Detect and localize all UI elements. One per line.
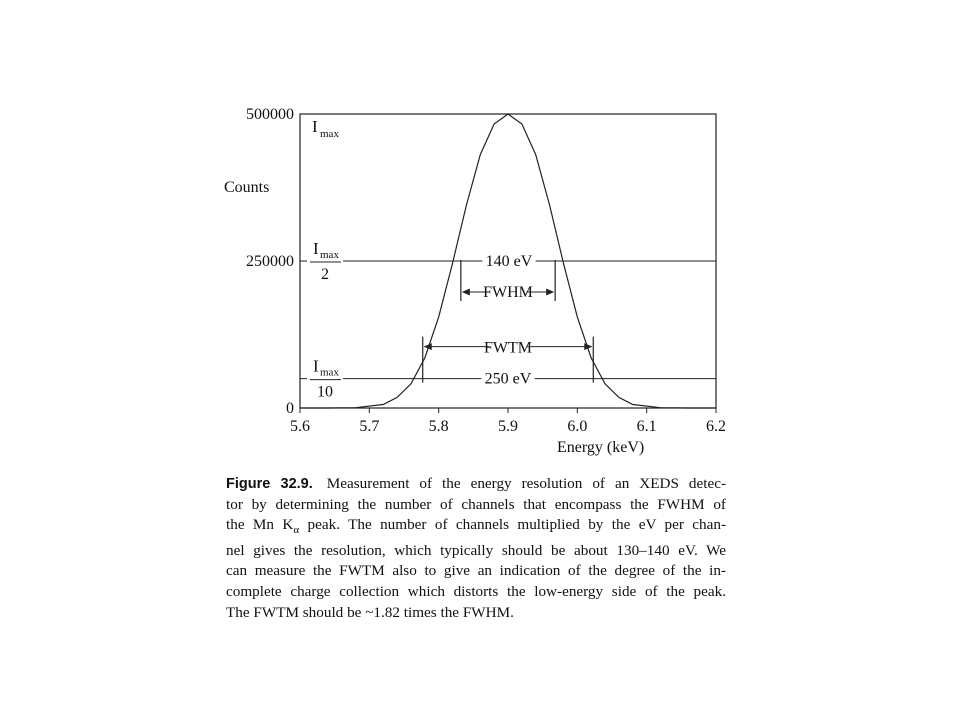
level-subscript: max [320,366,339,379]
y-tick-label: 500000 [246,106,294,123]
x-tick-label: 5.7 [359,418,380,435]
level-symbol: I [312,117,318,136]
caption-text-1: Measurement of the energy resolution of an XEDS detec- [326,475,727,492]
level-denominator: 2 [321,266,329,283]
caption-line-7: The FWTM should be ~1.82 times the FWHM. [226,603,514,621]
x-axis-label: Energy (keV) [557,439,645,456]
caption-line-1 [226,474,726,495]
level-subscript: max [320,249,339,261]
fwhm-width-label: 140 eV [485,253,533,270]
level-label-0 [312,117,339,140]
x-tick-label: 5.8 [428,418,449,435]
level-symbol: I [313,356,319,376]
y-tick-label: 0 [286,400,294,417]
fwtm-name-label: FWTM [484,339,532,357]
level-label-1 [307,239,343,283]
level-denominator: 10 [317,383,333,401]
y-tick-label: 250000 [246,253,294,270]
width-annotations [423,253,594,388]
level-lines [300,261,716,379]
fwtm-width-label: 250 eV [484,370,532,388]
figure-caption [226,474,726,623]
x-tick-label: 6.0 [567,418,588,435]
caption-text-3b: peak. The number of channels multiplied by the eV per chan- [307,516,727,534]
caption-line-4: nel gives the resolution, which typically should be about 130–140 eV. We [226,541,726,559]
caption-line-2: tor by determining the number of channels that encompass the FWHM of [226,495,726,513]
level-symbol: I [313,239,319,258]
level-label-2 [307,357,343,401]
caption-text-3a: the Mn K [226,516,294,534]
alpha-subscript: α [293,524,300,537]
level-subscript: max [320,128,339,140]
figure-label: Figure 32.9. [226,476,313,492]
caption-line-5: can measure the FWTM also to give an indication of the degree of the in- [226,562,726,580]
caption-line-6: complete charge collection which distorts the low-energy side of the peak. [226,583,726,600]
fwhm-right-arrow [546,289,554,296]
fwhm-left-arrow [462,289,470,296]
fwhm-name-label: FWHM [483,284,533,301]
x-tick-label: 5.9 [498,418,518,435]
level-labels [307,117,343,401]
x-tick-label: 5.6 [290,418,310,435]
x-tick-label: 6.2 [706,418,726,435]
caption-line-3 [226,515,726,541]
x-tick-labels [290,418,726,435]
x-tick-label: 6.1 [636,418,657,435]
y-axis-label: Counts [224,179,270,196]
y-tick-labels [246,106,294,417]
